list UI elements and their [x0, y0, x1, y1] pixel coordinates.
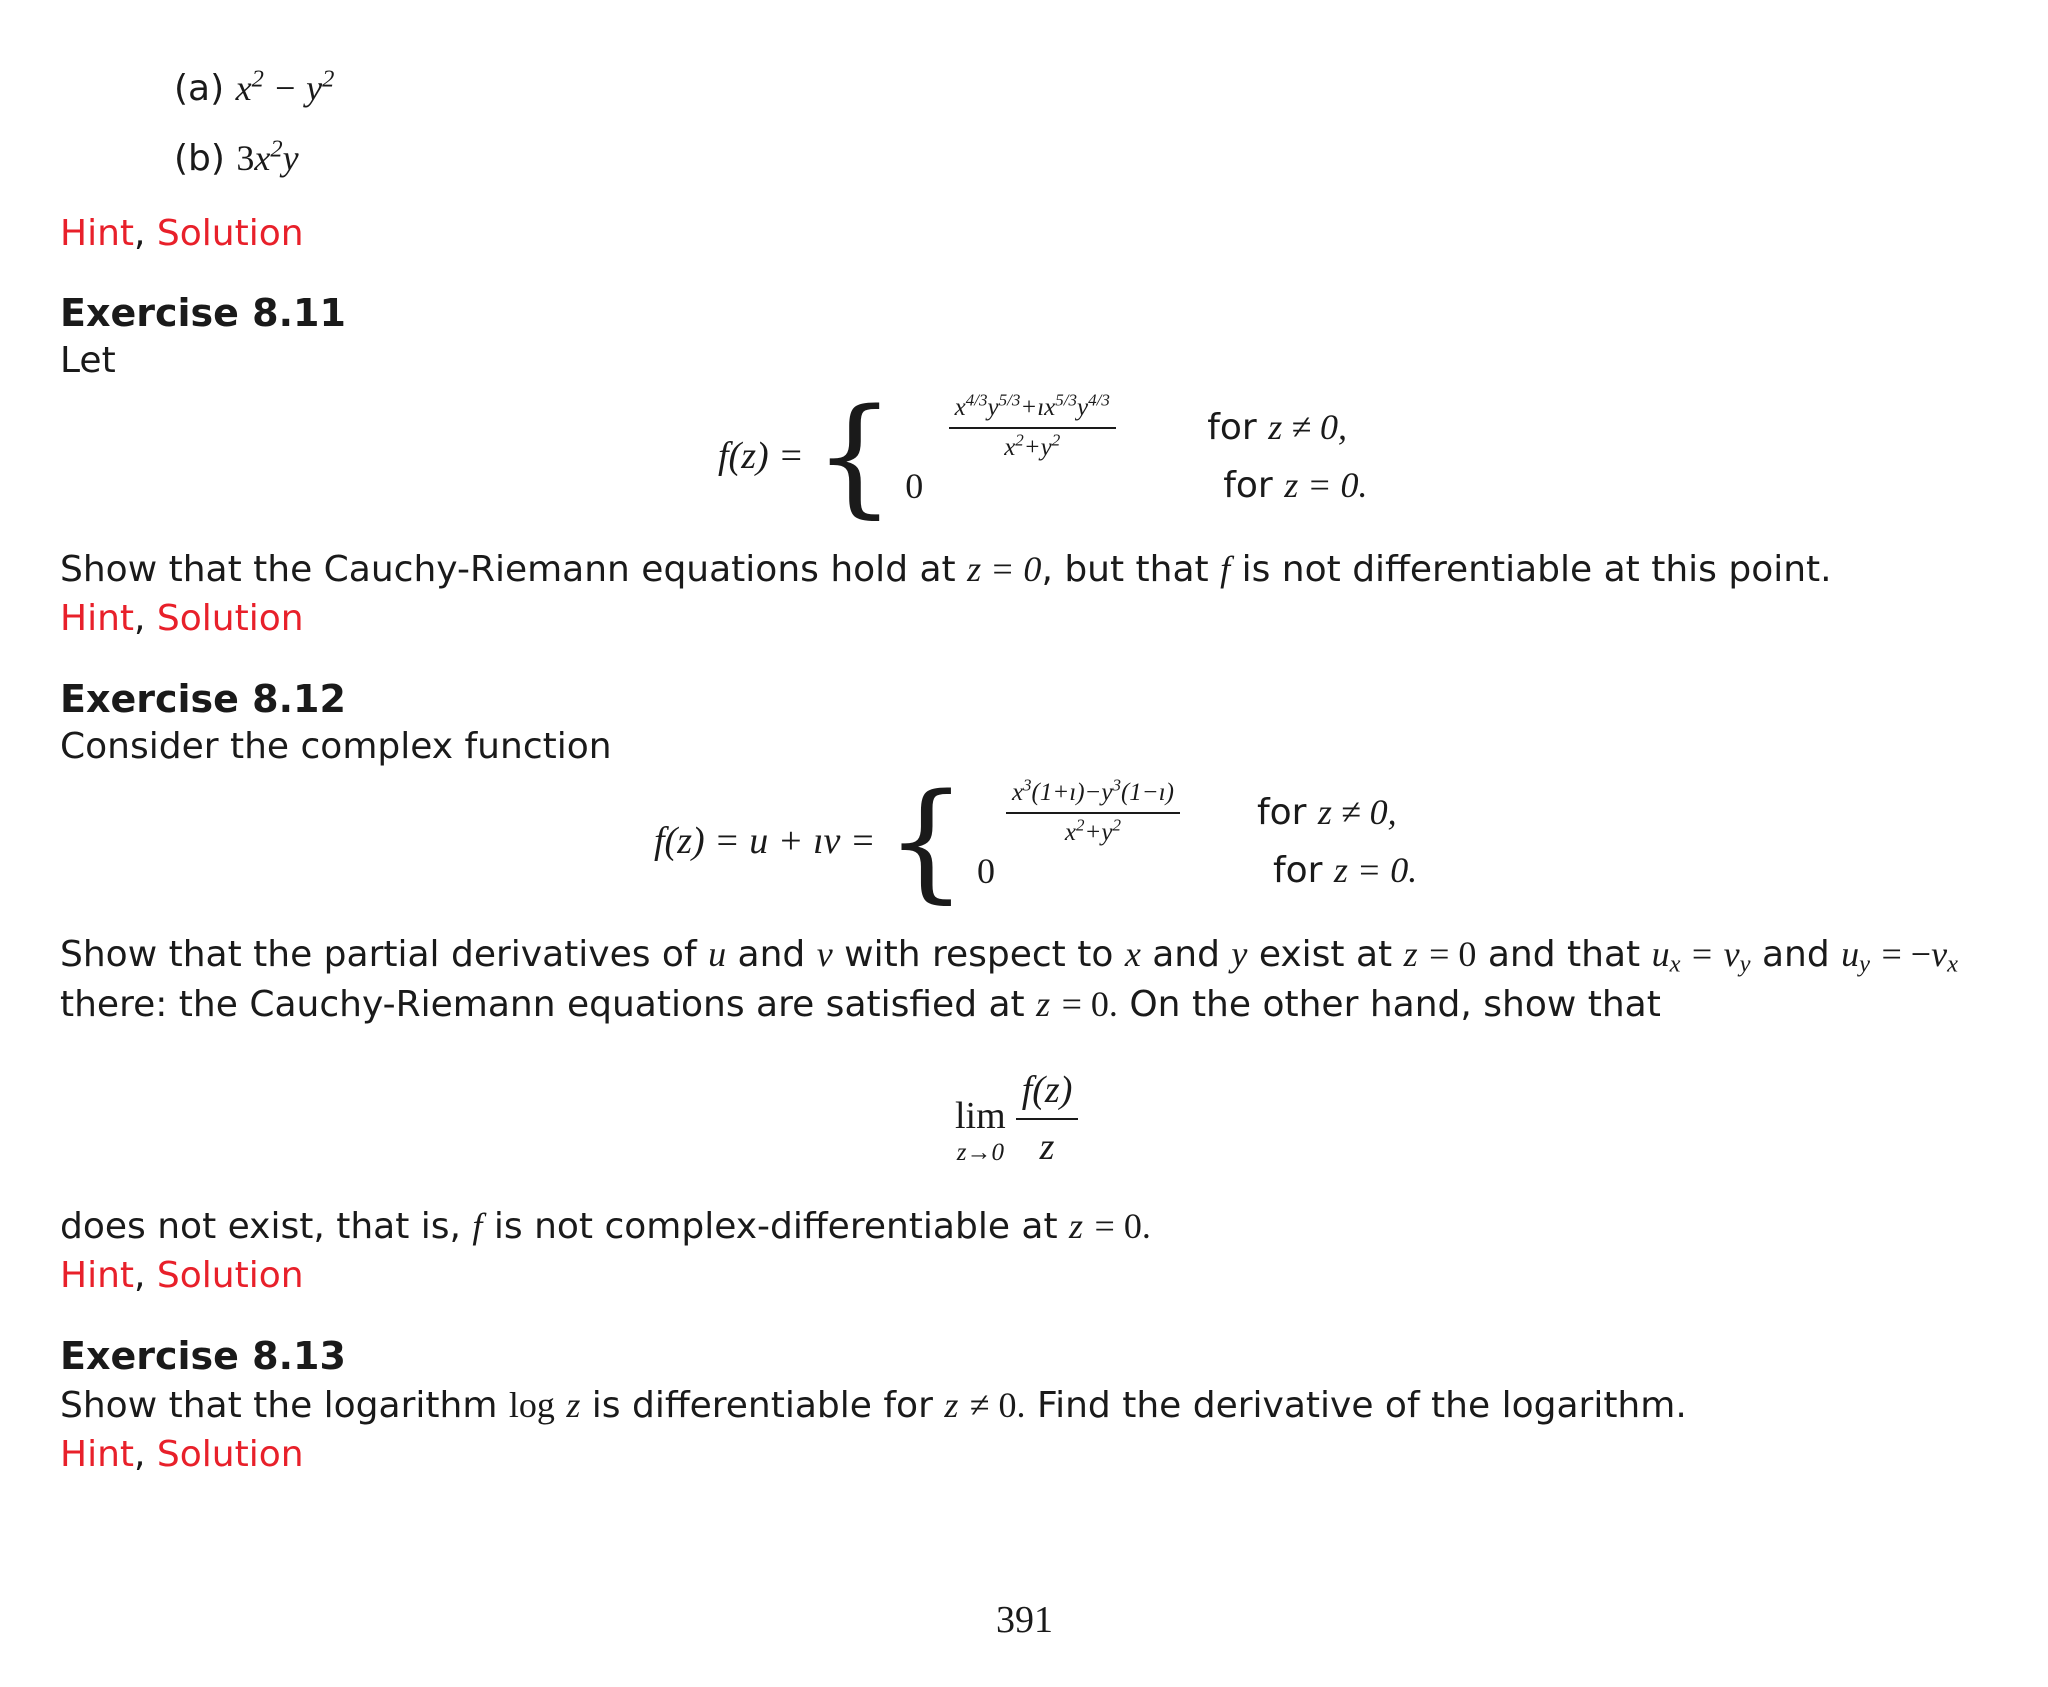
- condition-word: for: [1272, 850, 1323, 892]
- case-value: 0: [976, 850, 995, 891]
- hint-solution-links: [60, 210, 304, 259]
- hint-solution-links: [60, 595, 304, 644]
- piecewise-equation: [654, 767, 1418, 916]
- part-a: [174, 64, 334, 114]
- page-number: 391: [996, 1599, 1053, 1641]
- part-math: $3x^2y$: [236, 135, 299, 178]
- limit-subscript: z→0: [956, 1139, 1004, 1167]
- fraction-denominator: $x^2+y^2$: [1004, 430, 1061, 461]
- part-math: $x^2 - y^2$: [235, 65, 335, 108]
- left-brace: {: [813, 382, 896, 531]
- body-math: f: [1220, 549, 1231, 589]
- exercise-body-line: there: the Cauchy-Riemann equations are satisfied at z = 0. On the other hand, show that: [60, 984, 1661, 1025]
- case-value: 0: [905, 465, 924, 506]
- link-separator: ,: [134, 1434, 146, 1475]
- case-condition: [1257, 788, 1397, 838]
- body-math: z = 0: [967, 549, 1042, 589]
- part-label: (b): [174, 138, 225, 179]
- solution-link[interactable]: Solution: [156, 213, 304, 254]
- case-condition: [1223, 461, 1367, 511]
- link-separator: ,: [134, 1255, 146, 1296]
- solution-link[interactable]: Solution: [156, 598, 304, 639]
- hint-link[interactable]: Hint: [60, 213, 135, 254]
- equation-lhs: f(z) = u + ıv =: [654, 820, 876, 863]
- fraction-denominator: $x^2+y^2$: [1064, 815, 1121, 846]
- fraction-numerator: $x^3(1+ı)-y^3(1-ı)$: [1006, 776, 1180, 814]
- equation-lhs: f(z) =: [718, 435, 804, 478]
- hint-link[interactable]: Hint: [60, 1255, 135, 1296]
- piecewise-equation: [718, 382, 1368, 531]
- link-separator: ,: [134, 598, 146, 639]
- exercise-heading: Exercise 8.13: [60, 1334, 346, 1378]
- fraction-denominator: z: [1039, 1126, 1055, 1169]
- exercise-body-line: Show that the logarithm log z is differentiable for z ≠ 0. Find the derivative of the logarithm.: [60, 1385, 1687, 1426]
- case-condition: [1273, 846, 1417, 896]
- limit-expression: [955, 1065, 1078, 1174]
- condition-word: for: [1256, 792, 1307, 834]
- limit-fraction: [1016, 1065, 1079, 1174]
- case-fraction: [901, 391, 1163, 465]
- hint-solution-links: [60, 1252, 304, 1301]
- solution-link[interactable]: Solution: [156, 1255, 304, 1296]
- exercise-intro: Let: [60, 340, 116, 381]
- condition-math: z = 0.: [1333, 850, 1418, 891]
- part-b: [174, 134, 299, 184]
- fraction-numerator: $x^{4/3}y^{5/3}+ıx^{5/3}y^{4/3}$: [949, 391, 1116, 429]
- hint-solution-links: [60, 1431, 304, 1480]
- hint-link[interactable]: Hint: [60, 598, 135, 639]
- link-separator: ,: [134, 213, 146, 254]
- condition-math: z = 0.: [1284, 465, 1368, 506]
- case-condition: [1207, 403, 1347, 453]
- condition-math: z ≠ 0,: [1268, 407, 1347, 448]
- exercise-body: [60, 545, 1832, 595]
- exercise-heading: Exercise 8.11: [60, 291, 346, 335]
- condition-math: z ≠ 0,: [1317, 792, 1397, 833]
- left-brace: {: [885, 767, 967, 916]
- body-text: Show that the Cauchy-Riemann equations hold at: [60, 549, 956, 590]
- limit-word: lim: [955, 1095, 1006, 1138]
- fraction-numerator: f(z): [1016, 1065, 1079, 1120]
- body-text: , but that: [1041, 549, 1209, 590]
- condition-word: for: [1207, 407, 1257, 449]
- exercise-body-line: Show that the partial derivatives of u and v with respect to x and y exist at z = 0 and that $u_x = v_y$ and $u_y = -v_x$: [60, 934, 1958, 978]
- exercise-intro: Consider the complex function: [60, 726, 612, 767]
- case-fraction: [973, 776, 1213, 850]
- body-text: is not differentiable at this point.: [1241, 549, 1832, 590]
- solution-link[interactable]: Solution: [156, 1434, 304, 1475]
- hint-link[interactable]: Hint: [60, 1434, 135, 1475]
- exercise-body-line: does not exist, that is, f is not complex-differentiable at z = 0.: [60, 1206, 1151, 1247]
- part-label: (a): [174, 68, 225, 109]
- condition-word: for: [1223, 465, 1273, 507]
- exercise-heading: Exercise 8.12: [60, 677, 346, 721]
